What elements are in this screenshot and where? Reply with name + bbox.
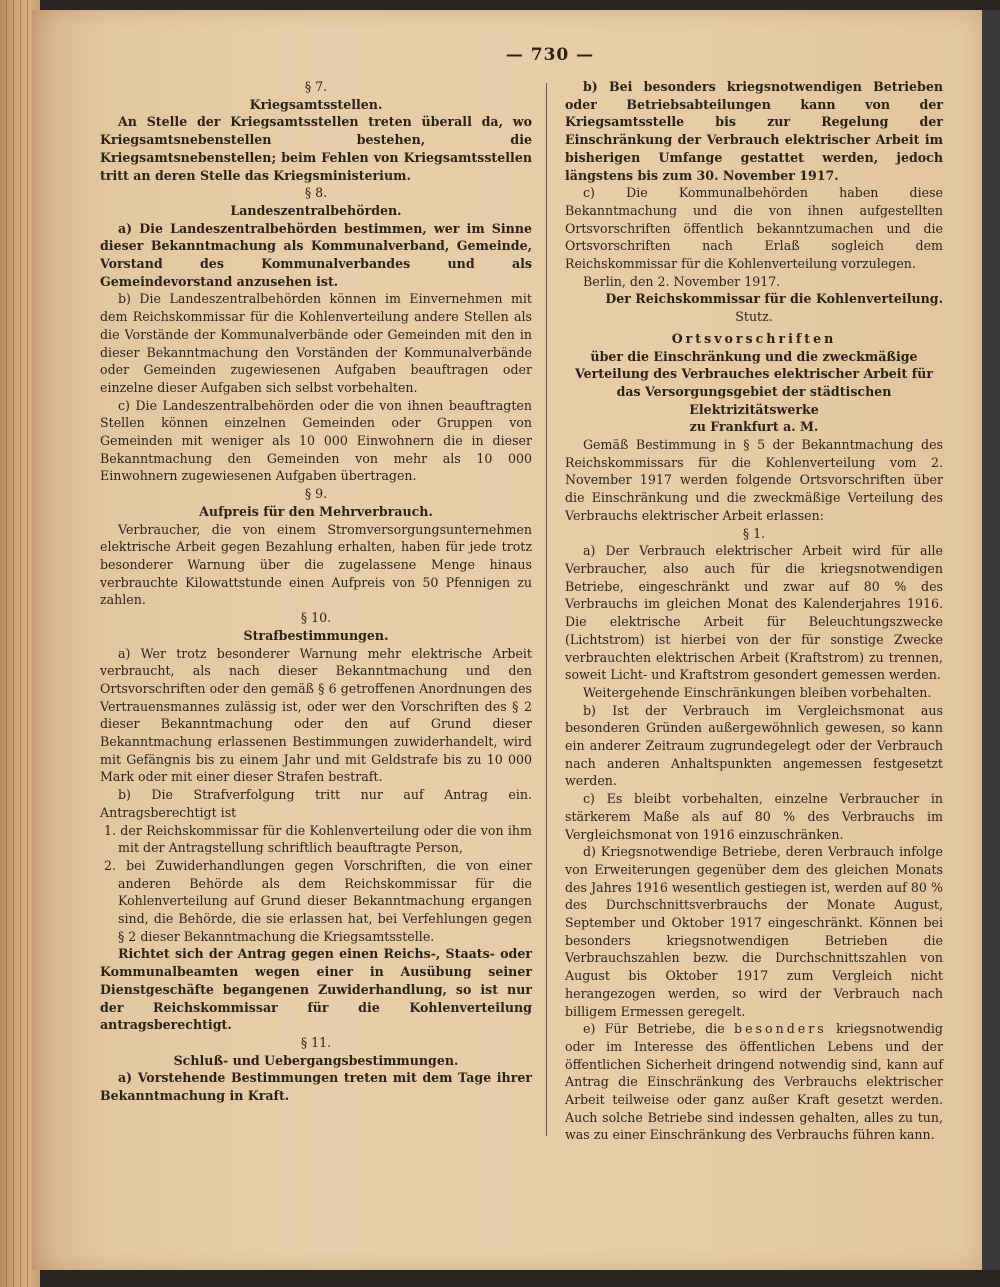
section-8-a: a) Die Landeszentralbehörden bestimmen, wer im Sinne dieser Bekanntmachung als Kommunalverband, Gemeinde, Vorstand des Kommunalverbandes und als Gemeindevorstand anzusehen ist.: [100, 220, 532, 289]
section-8-c: c) Die Landeszentralbehörden oder die von ihnen beauftragten Stellen können einzelnen Gemeinden oder Gruppen von Gemeinden mit weniger als 10 000 Einwohnern die in dieser Bekanntmachung den Gemeinden von mehr als 10 000 Einwohnern zugewiesenen Aufgaben übertragen.: [100, 397, 532, 484]
section-10-c: Richtet sich der Antrag gegen einen Reichs-, Staats- oder Kommunalbeamten wegen einer in Ausübung seiner Dienstgeschäfte begangenen Zuwiderhandlung, so ist nur der Reichskommissar für die Kohlenverteilung antragsberechtigt.: [100, 946, 532, 1033]
left-column: [100, 78, 532, 1105]
column-divider: [546, 83, 547, 1136]
ordinance-section-1-number: § 1.: [742, 525, 766, 541]
signature-name: Stutz.: [735, 309, 773, 325]
ordinance-section-1-e-rest: kriegsnotwendig oder im Interesse des öffentlichen Lebens und der öffentlichen Sicherheit dringend notwendig sind, kann auf Antrag die Einschränkung des Verbrauchs elektrischer Arbeit teilweise oder ganz außer Kraft gesetzt werden. Auch solche Betriebe sind indessen gehalten, alles zu tun, was zu einer Einschränkung des Verbrauchs führen kann.: [565, 1021, 943, 1143]
section-8-number: § 8.: [304, 185, 328, 201]
date-line: Berlin, den 2. November 1917.: [583, 273, 781, 289]
section-11-title: Schluß- und Uebergangsbestimmungen.: [173, 1052, 459, 1068]
ordinance-place: zu Frankfurt a. M.: [689, 419, 819, 435]
section-9-number: § 9.: [304, 486, 328, 502]
ordinance-section-1-b: b) Ist der Verbrauch im Vergleichsmonat aus besonderen Gründen außergewöhnlich gewesen, so kann ein anderer Zeitraum zugrundegelegt oder der Verbrauch nach anderen Anhaltspunkten angemessen festgesetzt werden.: [565, 702, 943, 789]
right-column: [565, 78, 943, 1144]
ordinance-section-1-a-note: Weitergehende Einschränkungen bleiben vorbehalten.: [583, 684, 932, 700]
ordinance-section-1-e: [565, 1020, 943, 1144]
section-10-title: Strafbestimmungen.: [243, 627, 389, 643]
ordinance-section-1-e-emphasis: besonders: [734, 1021, 827, 1037]
section-9-text: Verbraucher, die von einem Stromversorgungsunternehmen elektrische Arbeit gegen Bezahlung erhalten, haben für jede trotz besonderer Warnung über die zugelassene Menge hinaus verbrauchte Kilowattstunde einen Aufpreis von 50 Pfennigen zu zahlen.: [100, 521, 532, 608]
section-7-number: § 7.: [304, 79, 328, 94]
section-10-number: § 10.: [300, 610, 332, 626]
ordinance-subtitle: über die Einschränkung und die zweckmäßige Verteilung des Verbrauches elektrischer Arbeit für das Versorgungsgebiet der städtischen Elektrizitätswerke: [575, 348, 933, 417]
section-8-b: b) Die Landeszentralbehörden können im Einvernehmen mit dem Reichskommissar für die Kohlenverteilung andere Stellen als die Vorstände der Kommunalverbände oder Gemeinden mit den in dieser Bekanntmachung den Vorständen der Kommunalverbände oder Gemeinden zugewiesenen Aufgaben beauftragen oder einzelne dieser Aufgaben sich selbst vorbehalten.: [100, 291, 532, 395]
signature-title: Der Reichskommissar für die Kohlenverteilung.: [605, 291, 943, 307]
ordinance-section-1-a: a) Der Verbrauch elektrischer Arbeit wird für alle Verbraucher, also auch für die kriegsnotwendigen Betriebe, eingeschränkt und zwar auf 80 % des Verbrauchs im gleichen Monat des Kalenderjahres 1916. Die elektrische Arbeit für Beleuchtungszwecke (Lichtstrom) ist hierbei von der für sonstige Zwecke verbrauchten elektrischen Arbeit (Kraftstrom) zu trennen, soweit Licht- und Kraftstrom gesondert gemessen werden.: [565, 543, 943, 683]
ordinance-intro: Gemäß Bestimmung in § 5 der Bekanntmachung des Reichskommissars für die Kohlenverteilung vom 2. November 1917 werden folgende Ortsvorschriften über die Einschränkung und die zweckmäßige Verteilung des Verbrauchs elektrischer Arbeit erlassen:: [565, 437, 943, 523]
section-10-b-item-1: 1. der Reichskommissar für die Kohlenverteilung oder die von ihm mit der Antragstellung schriftlich beauftragte Person,: [104, 822, 532, 856]
section-9-title: Aufpreis für den Mehrverbrauch.: [199, 503, 433, 519]
ordinance-section-1-c: c) Es bleibt vorbehalten, einzelne Verbraucher in stärkerem Maße als auf 80 % des Verbrauchs im Vergleichsmonat von 1916 einzuschränken.: [565, 791, 943, 842]
section-7-text: An Stelle der Kriegsamtsstellen treten überall da, wo Kriegsamtsnebenstellen bestehen, die Kriegsamtsnebenstellen; beim Fehlen von Kriegsamtsstellen tritt an deren Stelle das Kriegsministerium.: [100, 114, 532, 183]
section-8-title: Landeszentralbehörden.: [230, 202, 402, 218]
ordinance-section-1-e-lead: e) Für Betriebe, die: [583, 1021, 725, 1037]
section-10-a: a) Wer trotz besonderer Warnung mehr elektrische Arbeit verbraucht, als nach dieser Bekanntmachung und den Ortsvorschriften oder den gemäß § 6 getroffenen Anordnungen des Vertrauensmannes zulässig ist, oder wer den Vorschriften des § 2 dieser Bekanntmachung oder den auf Grund dieser Bekanntmachung erlassenen Bestimmungen zuwiderhandelt, wird mit Gefängnis bis zu einem Jahr und mit Geldstrafe bis zu 10 000 Mark oder mit einer dieser Strafen bestraft.: [100, 645, 532, 785]
page-number: — 730 —: [505, 45, 595, 65]
page-right-border: [982, 10, 1000, 1270]
ordinance-section-1-d: d) Kriegsnotwendige Betriebe, deren Verbrauch infolge von Erweiterungen gegenüber dem des gleichen Monats des Jahres 1916 wesentlich gestiegen ist, werden auf 80 % des Durchschnittsverbrauchs der Monate August, September und Oktober 1917 eingeschränkt. Können bei besonders kriegsnotwendigen Betrieben die Verbrauchszahlen bezw. die Durchschnittszahlen von August bis Oktober 1917 zum Vergleich nicht herangezogen werden, so wird der Verbrauch nach billigem Ermessen geregelt.: [565, 844, 943, 1019]
ordinance-title: Ortsvorschriften: [671, 330, 837, 346]
section-11-a: a) Vorstehende Bestimmungen treten mit dem Tage ihrer Bekanntmachung in Kraft.: [100, 1070, 532, 1104]
section-10-b-item-2: 2. bei Zuwiderhandlungen gegen Vorschriften, die von einer anderen Behörde als dem Reichskommissar für die Kohlenverteilung auf Grund dieser Bekanntmachung ergangen sind, die Behörde, die sie erlassen hat, bei Verfehlungen gegen § 2 dieser Bekanntmachung die Kriegsamtsstelle.: [104, 857, 532, 944]
section-10-b: b) Die Strafverfolgung tritt nur auf Antrag ein. Antragsberechtigt ist: [100, 787, 532, 820]
section-11-number: § 11.: [300, 1034, 332, 1050]
section-11-b: b) Bei besonders kriegsnotwendigen Betrieben oder Betriebsabteilungen kann von der Kriegsamtsstelle bis zur Regelung der Einschränkung der Verbrauch elektrischer Arbeit im bisherigen Umfange gestattet werden, jedoch längstens bis zum 30. November 1917.: [565, 79, 943, 183]
section-11-c: c) Die Kommunalbehörden haben diese Bekanntmachung und die von ihnen aufgestellten Ortsvorschriften öffentlich bekanntzumachen und die Ortsvorschriften nach Erlaß sogleich dem Reichskommissar für die Kohlenverteilung vorzulegen.: [565, 185, 943, 272]
section-7-title: Kriegsamtsstellen.: [249, 96, 383, 112]
